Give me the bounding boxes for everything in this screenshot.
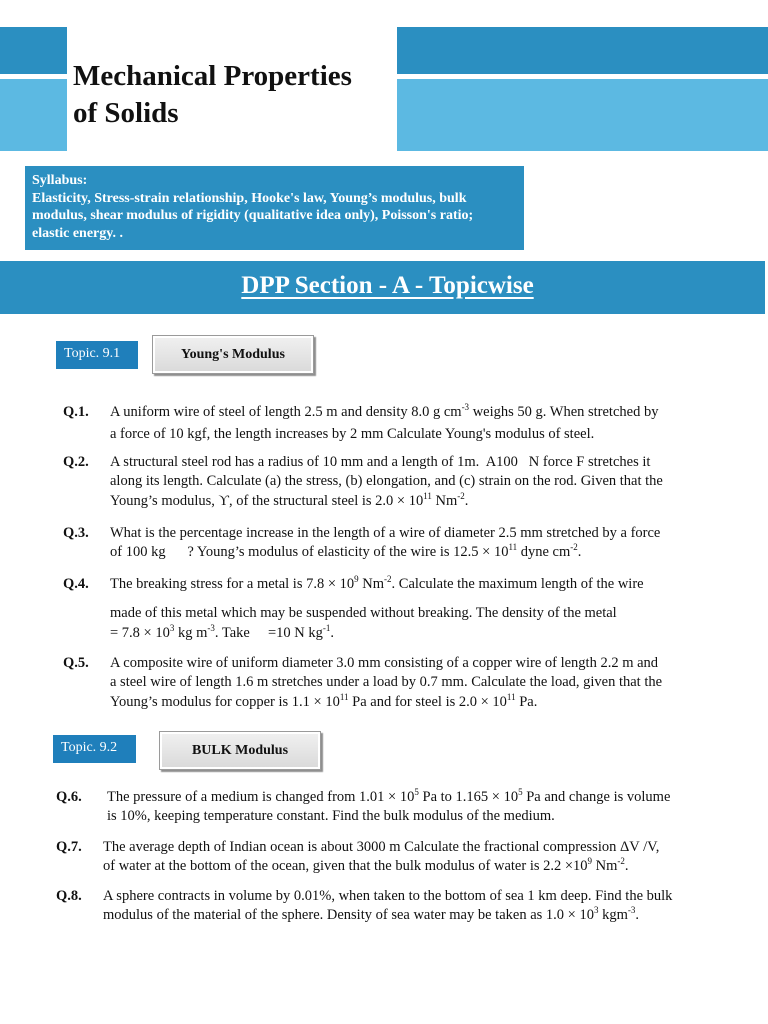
question-text-line: a steel wire of length 1.6 m stretches under a load by 0.7 mm. Calculate the load, given that the <box>110 674 663 690</box>
topic-tag-9-1: Topic. 9.1 <box>56 341 138 369</box>
question-number: Q.8. <box>56 888 82 904</box>
question-text-line: along its length. Calculate (a) the stress, (b) elongation, and (c) strain on the rod. Given that the <box>110 473 663 489</box>
header-block-light-left <box>0 79 67 151</box>
question-number: Q.5. <box>63 655 89 671</box>
question-text-line: A uniform wire of steel of length 2.5 m and density 8.0 g $cm^{-3}$ weighs 50 g. When stretched by <box>110 402 659 420</box>
question-number: Q.6. <box>56 789 82 805</box>
header-block-light-right <box>397 79 768 151</box>
question-text-line: = $7.8 \times 10^3$ kg $m^{-3}$. Take =10 N $kg^{-1}$. <box>110 623 334 641</box>
question-text-line: A structural steel rod has a radius of 10 mm and a length of 1m. A100 N force F stretches it <box>110 454 651 470</box>
topic-tag-9-2: Topic. 9.2 <box>53 735 136 763</box>
question-text-line: made of this metal which may be suspended without breaking. The density of the metal <box>110 605 617 621</box>
question-text-line: Young’s modulus for copper is $1.1 \times 10^{11}$ Pa and for steel is $2.0 \times 10^{11}$ Pa. <box>110 692 538 710</box>
question-text-line: What is the percentage increase in the length of a wire of diameter 2.5 mm stretched by a force <box>110 525 661 541</box>
syllabus-line-1: Elasticity, Stress-strain relationship, Hooke's law, Young’s modulus, bulk <box>32 190 467 206</box>
syllabus-line-3: elastic energy. . <box>32 225 123 241</box>
question-number: Q.4. <box>63 576 89 592</box>
question-text-line: A composite wire of uniform diameter 3.0 mm consisting of a copper wire of length 2.2 m and <box>110 655 659 671</box>
page-title <box>73 58 352 132</box>
title-line-1: Mechanical Properties <box>73 60 352 92</box>
syllabus-line-2: modulus, shear modulus of rigidity (qualitative idea only), Poisson's ratio; <box>32 208 474 223</box>
question-number: Q.1. <box>63 404 89 420</box>
question-text-line: of water at the bottom of the ocean, given that the bulk modulus of water is $2.2 \times 10^9$ $Nm^{-2}$. <box>103 856 629 874</box>
syllabus-label: Syllabus: <box>32 173 88 188</box>
question-text-line: is 10%, keeping temperature constant. Find the bulk modulus of the medium. <box>107 808 555 824</box>
topic-button-bulk-modulus[interactable]: BULK Modulus <box>159 731 321 770</box>
question-text-line: The breaking stress for a metal is $7.8 \times 10^9$ $Nm^{-2}$. Calculate the maximum length of the wire <box>110 574 644 592</box>
question-text-line: of 100 kg ? Young’s modulus of elasticity of the wire is $12.5 \times 10^{11}$ dyne $cm^{-2}$. <box>110 542 582 560</box>
question-text-line: The pressure of a medium is changed from $1.01 \times 10^5$ Pa to $1.165 \times 10^5$ Pa and change is volume <box>107 787 671 805</box>
question-number: Q.2. <box>63 454 89 470</box>
topic-button-youngs-modulus[interactable]: Young's Modulus <box>152 335 314 374</box>
question-text-line: A sphere contracts in volume by 0.01%, when taken to the bottom of sea 1 km deep. Find the bulk <box>103 888 673 904</box>
syllabus-box <box>25 166 524 250</box>
question-text-line: Young’s modulus, ϒ, of the structural steel is $2.0 \times 10^{11}$ $Nm^{-2}$. <box>110 491 469 509</box>
section-title: DPP Section - A - Topicwise <box>241 272 534 299</box>
question-text-line: modulus of the material of the sphere. Density of sea water may be taken as $1.0 \times 10^3$ kgm$^{-3}$. <box>103 905 639 923</box>
question-text-line: The average depth of Indian ocean is about 3000 m Calculate the fractional compression ΔV /V, <box>103 839 660 855</box>
header-block-dark-right <box>397 27 768 74</box>
question-text-line: a force of 10 kgf, the length increases by 2 mm Calculate Young's modulus of steel. <box>110 426 595 442</box>
title-line-2: of Solids <box>73 97 179 129</box>
question-number: Q.7. <box>56 839 82 855</box>
question-number: Q.3. <box>63 525 89 541</box>
header-block-dark-left <box>0 27 67 74</box>
